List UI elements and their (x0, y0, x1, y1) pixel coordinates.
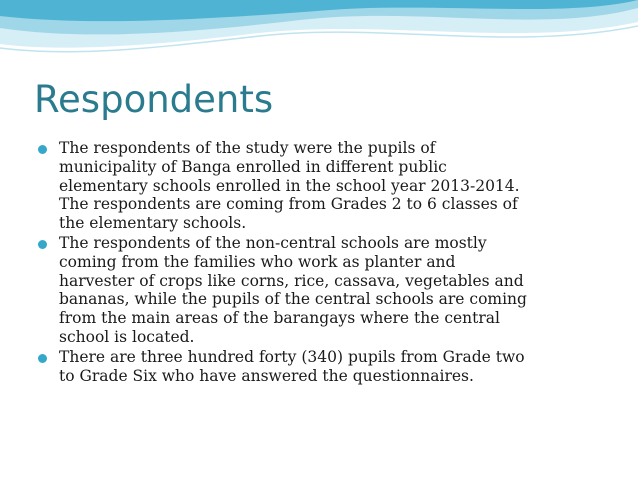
bullet-text-line: school is located. (59, 327, 195, 346)
bullet-item (38, 348, 598, 386)
bullet-text-line: The respondents of the study were the pupils of (59, 139, 436, 157)
bullet-text-line: The respondents of the non-central schools are mostly (59, 233, 487, 252)
bullet-dot-icon (38, 354, 47, 363)
bullet-text-line: elementary schools enrolled in the school year 2013-2014. (59, 176, 520, 195)
bullet-text-line: municipality of Banga enrolled in different public (59, 157, 447, 176)
bullet-item (38, 234, 598, 347)
bullet-text-line: bananas, while the pupils of the central schools are coming (59, 290, 527, 309)
bullet-text-line: the elementary schools. (59, 214, 247, 233)
bullet-list (38, 139, 598, 386)
bullet-dot-icon (38, 240, 47, 249)
slide-title: Respondents (34, 78, 274, 121)
bullet-item (38, 139, 598, 233)
header-wave-decoration (0, 0, 638, 90)
bullet-text-line: There are three hundred forty (340) pupils from Grade two (59, 347, 525, 366)
bullet-text-line: to Grade Six who have answered the questionnaires. (59, 366, 474, 385)
bullet-text-line: The respondents are coming from Grades 2 to 6 classes of (59, 195, 518, 214)
bullet-text-line: coming from the families who work as planter and (59, 252, 456, 271)
bullet-text-line: harvester of crops like corns, rice, cassava, vegetables and (59, 271, 524, 290)
bullet-dot-icon (38, 145, 47, 154)
bullet-text-line: from the main areas of the barangays where the central (59, 309, 500, 328)
